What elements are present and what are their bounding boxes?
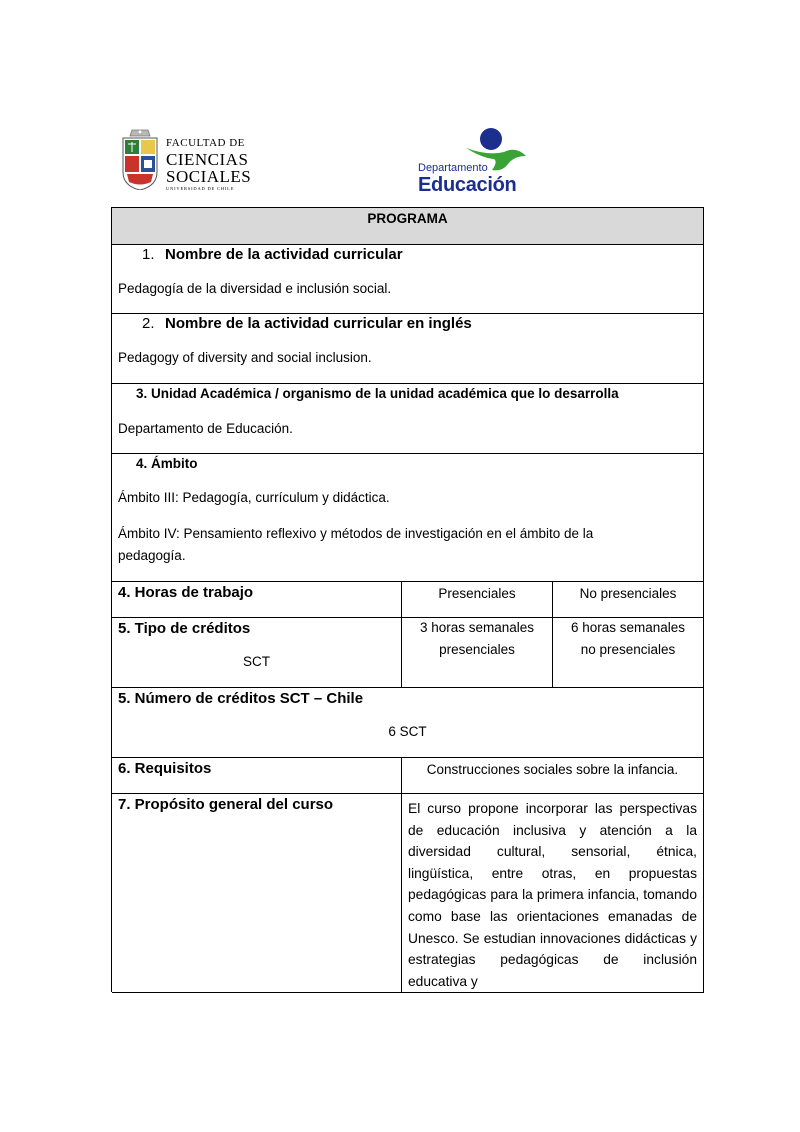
section-2-cell [112, 314, 704, 384]
credits-presential-line-2: presenciales [439, 642, 515, 657]
section-4-cell [112, 454, 704, 582]
section-1-cell [112, 245, 704, 314]
requirements-label: 6. Requisitos [118, 760, 212, 777]
requirements-value-cell [402, 758, 704, 794]
section-1-value: Pedagogía de la diversidad e inclusión social. [118, 281, 392, 296]
credits-number-label: 5. Número de créditos SCT – Chile [118, 690, 364, 707]
faculty-line-3: SOCIALES [166, 167, 252, 186]
hours-nonpresential: No presenciales [579, 586, 677, 601]
university-shield-icon [120, 124, 160, 190]
purpose-label-cell [112, 794, 402, 993]
hours-label-cell [112, 582, 402, 618]
credits-nonpresential-line-1: 6 horas semanales [570, 620, 686, 635]
credits-presential-line-1: 3 horas semanales [419, 620, 535, 635]
section-3-value: Departamento de Educación. [118, 421, 293, 436]
section-3-cell [112, 384, 704, 454]
credits-number-value: 6 SCT [388, 724, 427, 739]
program-header: PROGRAMA [367, 211, 448, 226]
faculty-wordmark [166, 138, 251, 192]
department-logo [418, 126, 528, 198]
hours-label: 4. Horas de trabajo [118, 584, 254, 601]
credits-presential-cell [402, 618, 553, 688]
credits-nonpresential-line-2: no presenciales [580, 642, 676, 657]
department-label: Departamento [418, 162, 488, 174]
department-name: Educación [418, 174, 517, 196]
credits-number-cell [112, 688, 704, 758]
section-2-title: Nombre de la actividad curricular en inglés [165, 315, 472, 332]
faculty-line-4: UNIVERSIDAD DE CHILE [166, 186, 235, 191]
purpose-text: El curso propone incorporar las perspectivas de educación inclusiva y atención a la diversidad cultural, sensorial, étnica, lingüística, entre otras, en propuestas pedagógicas para la primera infancia, tomando como base las orientaciones emanadas de Unesco. Se estudian innovaciones didácticas y estrategias pedagógicas de inclusión educativa y [408, 801, 697, 989]
section-4-value-1: Ámbito III: Pedagogía, currículum y didáctica. [118, 490, 390, 505]
credits-type-value: SCT [243, 654, 270, 669]
credits-type-label-cell [112, 618, 402, 688]
credits-nonpresential-cell [553, 618, 704, 688]
program-header-cell [112, 208, 704, 245]
section-1-number: 1. [142, 246, 155, 263]
section-4-value-2a: Ámbito IV: Pensamiento reflexivo y métodos de investigación en el ámbito de la [118, 526, 594, 541]
faculty-logo [118, 124, 258, 192]
hours-nonpresential-cell [553, 582, 704, 618]
requirements-value: Construcciones sociales sobre la infancia. [426, 762, 679, 777]
hours-presential: Presenciales [438, 586, 516, 601]
hours-presential-cell [402, 582, 553, 618]
section-4-value-2b: pedagogía. [118, 548, 186, 563]
section-2-value: Pedagogy of diversity and social inclusion. [118, 350, 372, 365]
program-table [111, 207, 704, 992]
purpose-text-cell [402, 794, 704, 993]
section-4-title: 4. Ámbito [136, 456, 198, 471]
section-1-title: Nombre de la actividad curricular [165, 246, 403, 263]
purpose-label: 7. Propósito general del curso [118, 796, 334, 813]
credits-type-label: 5. Tipo de créditos [118, 620, 251, 637]
faculty-line-2: CIENCIAS [166, 150, 249, 169]
requirements-label-cell [112, 758, 402, 794]
faculty-line-1: FACULTAD DE [166, 137, 245, 149]
section-2-number: 2. [142, 315, 155, 332]
section-3-title: 3. Unidad Académica / organismo de la unidad académica que lo desarrolla [136, 386, 619, 401]
